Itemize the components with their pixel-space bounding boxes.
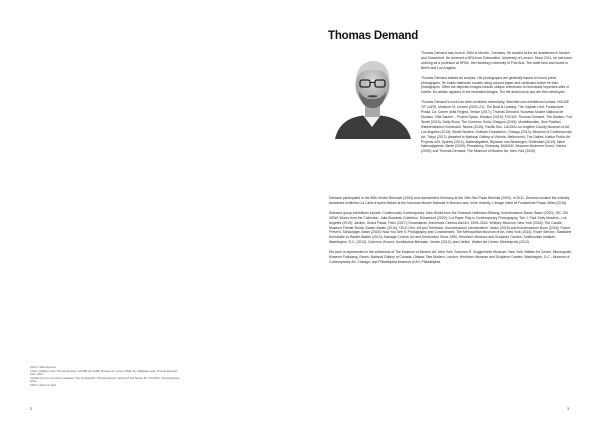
body-text xyxy=(329,196,573,270)
page-title: Thomas Demand xyxy=(328,30,419,42)
page-number-left: 2 xyxy=(30,406,33,411)
body-paragraph: Selected group exhibitions include: Continuously Contemporary. New Works from the Emanuel-Hoffmann-Stiftung, Kunstmuseum Basel, Basel (2020); JSC ON VIEW: Works from the Collection, Julia Stoschek Collection, Düsseldorf (2020); Cut Paper Play in Contemporary Photography, The J. Paul Getty Museum, Los Angeles (2019); Jardins, Grand Palais, Paris (2017); Dreamlands: Immersive Cinema and Art, 1905–2016, Whitney Museum, New York (2016); The Candle, Museum Frieder Burda, Baden-Baden (2016); TELE-Gen. Art and Television, Kunstmuseum Liechtenstein, Vaduz (2015) and Kunstmuseum Bonn (2016); Future Present, Schaulager, Basel (2015); Now You See It. Photography and Concealment, The Metropolitan Museum of Art, New York (2014); Room Service, Staatliche Kunsthalle zu Baden-Baden (2014); Damage Control: Art and Destruction Since 1950, Hirshhorn Museum and Sculpture Garden, Smithsonian Institute, Washington, D.C. (2013); Common Ground, Architecture Biennale, Venice (2012); and Lifelike, Walker Art Center, Minneapolis (2012). xyxy=(329,210,572,245)
page-number-right: 3 xyxy=(567,406,570,411)
intro-text xyxy=(421,51,573,159)
photo-credit xyxy=(30,366,180,388)
credit-line: Cover: exhibition view: Thomas Demand, HOUSE OF CARD, Museum M, Leuven (2020–21). Wallpaper work: Thomas Demand, Fees, 2016, xyxy=(30,369,178,377)
credit-line: Photo © Dirk Hoyoens xyxy=(30,366,56,369)
body-paragraph: Demand participated in the 50th Venice Biennale (2003) and represented Germany at the 26th São Paulo Biennial (2004). In 2011, Demand curated the critically acclaimed exhibition La Carte d’après Nature at the Nouveau Musée National in Monaco and, more recently, L’image volée at Fondazione Prada, Milan (2016). xyxy=(329,196,570,205)
portrait-illustration xyxy=(329,51,416,139)
credit-line: 190.5 x 129.4 cm each. xyxy=(30,383,57,387)
portrait-photo-icon xyxy=(329,51,416,139)
right-page xyxy=(300,0,600,424)
credit-line: Lambda print on non-woven wallpaper. Two photographs: Thomas Demand, Sphere III and Sphere IIII, both 2010, framed pigment prints, xyxy=(30,376,180,384)
intro-paragraph: Thomas Demand trained as sculptor. His photographs are generally based on found press photographs. He builds elaborate models using colored paper and cardboard which he then photographs. Often the depicted images include oblique references to historically important sites or events. No artistic appears in the recreated images. The life-sized mock-ups are then destroyed. xyxy=(421,75,570,95)
intro-paragraph: Thomas Demand’s work has been exhibited extensively. Selected solo exhibitions include: HOUSE OF CARD, Museum M, Leuven (2020–21); The Boat is Leaking. The Captain Lied, Fondazione Prada, Ca’ Corner della Regina, Venice (2017); Thomas Demand, Nouveau Musée National de Monaco, Villa Sauber – Project Space, Monaco (2016); FOCUS: Thomas Demand, The Modern, Fort Worth (2016); Daily Show, The Common Guild, Glasgow (2015); Modellstudien, Sies Pavilion, Raketenstation Hombroich, Neuss (2015); Pacific Sun, LACMA Los Angeles County Museum of Art, Los Angeles (2015); Model Studies, Graham Foundation, Chicago (2013); Museum of Contemporary Art, Tokyo (2012) (traveled to National Gallery of Victoria, Melbourne); The Dailies, Kaldor Public Art Projects #25, Sydney (2012); Nationalgalerie, Bijnsone van Beuningen, Rotterdam (2010); Neue Nationalgalerie, Berlin (2009); Presidency, Embassy, MUMOK, Museum Moderner Kunst, Vienna (2009); and Thomas Demand, The Museum of Modern Art, New York (2005). xyxy=(421,100,573,154)
body-paragraph: His work is represented in the collections of The Museum of Modern Art, New York; Solomon R. Guggenheim Museum, New York; Walker Art Center, Minneapolis; Museum Folkwang, Essen; National Gallery of Canada, Ottawa; Tate Modern, London; Hirshhorn Museum and Sculpture Garden, Washington, D.C.; Museum of Contemporary Art, Chicago; and Philadelphia Museum of Art, Philadelphia. xyxy=(329,250,572,264)
intro-paragraph: Thomas Demand was born in 1964 in Munich, Germany. He studied at the art academies in Munich and Düsseldorf. He received a MFA from Goldsmiths, University of London. Since 2011, he has been working as a professor at HFBK, the Hamburg University of Fine Arts. The artist lives and works in Berlin and Los Angeles. xyxy=(421,51,572,70)
